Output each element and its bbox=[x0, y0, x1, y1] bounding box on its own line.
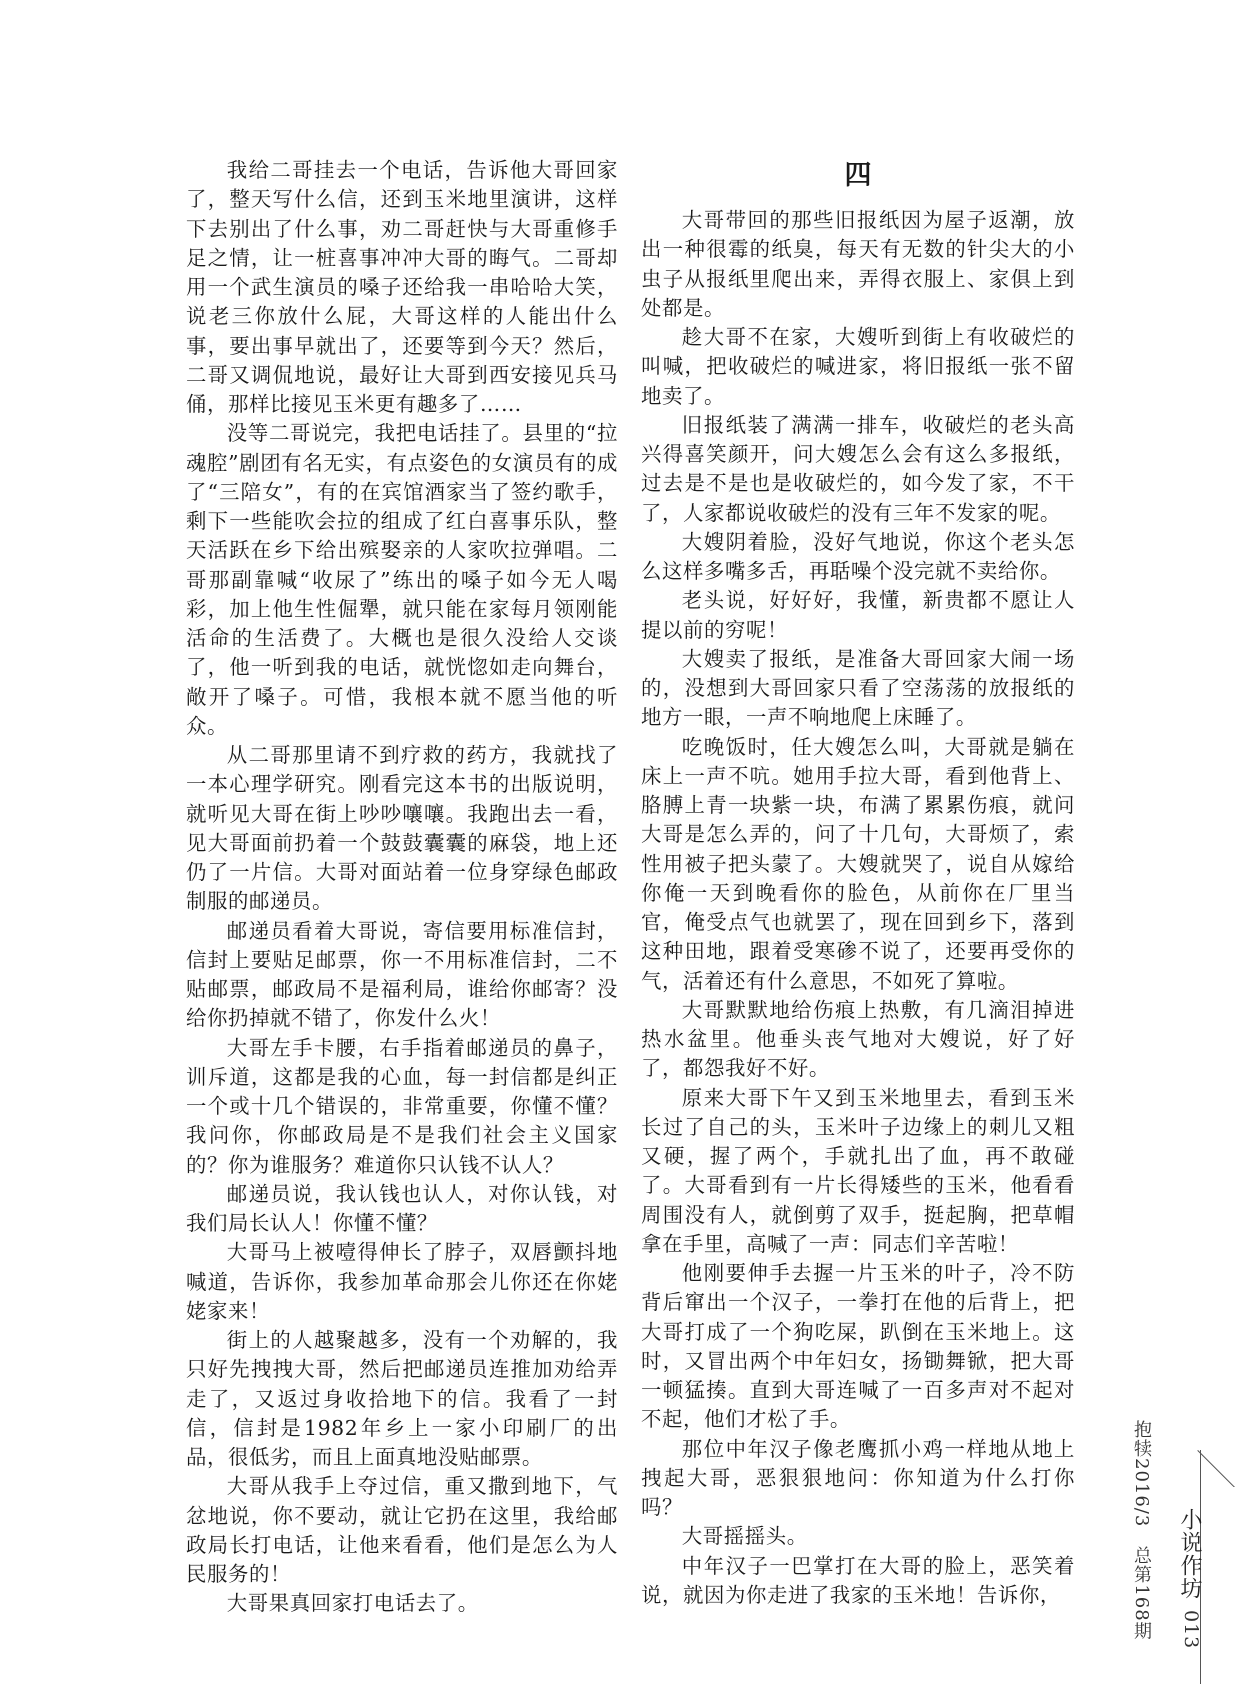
magazine-section: 小说作坊 bbox=[1177, 1508, 1202, 1600]
paragraph: 大哥摇摇头。 bbox=[681, 1524, 808, 1549]
right-column bbox=[641, 156, 1075, 1610]
side-corner-line bbox=[1196, 1442, 1241, 1487]
paragraph: 原来大哥下午又到玉米地里去，看到玉米长过了自己的头，玉米叶子边缘上的刺儿又粗又硬，握了两个，手就扎出了血，再不敢碰了。大哥看到有一片长得矮些的玉米，他看看周围没有人，就倒剪了双手，挺起胸，把草帽拿在手里，高喊了一声：同志们辛苦啦！ bbox=[641, 1085, 1075, 1256]
paragraph: 那位中年汉子像老鹰抓小鸡一样地从地上拽起大哥，恶狠狠地问：你知道为什么打你吗？ bbox=[641, 1436, 1075, 1519]
page-number: 013 bbox=[1180, 1610, 1202, 1650]
paragraph: 大哥默默地给伤痕上热敷，有几滴泪掉进热水盆里。他垂头丧气地对大嫂说，好了好了，都怨我好不好。 bbox=[641, 997, 1075, 1081]
paragraph: 大哥马上被噎得伸长了脖子，双唇颤抖地喊道，告诉你，我参加革命那会儿你还在你姥姥家来！ bbox=[186, 1240, 618, 1323]
paragraph: 中年汉子一巴掌打在大哥的脸上，恶笑着说，就因为你走进了我家的玉米地！告诉你， bbox=[641, 1553, 1075, 1607]
paragraph: 大嫂卖了报纸，是准备大哥回家大闹一场的，没想到大哥回家只看了空荡荡的放报纸的地方一眼，一声不响地爬上床睡了。 bbox=[641, 646, 1075, 730]
paragraph: 老头说，好好好，我懂，新贵都不愿让人提以前的穷呢！ bbox=[641, 588, 1075, 642]
paragraph: 邮递员看着大哥说，寄信要用标准信封，信封上要贴足邮票，你一不用标准信封，二不贴邮票，邮政局不是福利局，谁给你邮寄？没给你扔掉就不错了，你发什么火！ bbox=[186, 918, 618, 1031]
paragraph: 旧报纸装了满满一排车，收破烂的老头高兴得喜笑颜开，问大嫂怎么会有这么多报纸，过去是不是也是收破烂的，如今发了家，不干了，人家都说收破烂的没有三年不发家的呢。 bbox=[641, 412, 1075, 525]
paragraph: 大哥左手卡腰，右手指着邮递员的鼻子，训斥道，这都是我的心血，每一封信都是纠正一个或十几个错误的，非常重要，你懂不懂？我问你，你邮政局是不是我们社会主义国家的？你为谁服务？难道你只认钱不认人？ bbox=[186, 1035, 618, 1177]
paragraph: 吃晚饭时，任大嫂怎么叫，大哥就是躺在床上一声不吭。她用手拉大哥，看到他背上、胳膊上青一块紫一块，布满了累累伤痕，就问大哥是怎么弄的，问了十几句，大哥烦了，索性用被子把头蒙了。大嫂就哭了，说自从嫁给你俺一天到晚看你的脸色，从前你在厂里当官，俺受点气也就罢了，现在回到乡下，落到这种田地，跟着受寒碜不说了，还要再受你的气，活着还有什么意思，不如死了算啦。 bbox=[641, 734, 1075, 993]
paragraph: 没等二哥说完，我把电话挂了。县里的“拉魂腔”剧团有名无实，有点姿色的女演员有的成了“三陪女”，有的在宾馆酒家当了签约歌手，剩下一些能吹会拉的组成了红白喜事乐队，整天活跃在乡下给出殡娶亲的人家吹拉弹唱。二哥那副靠喊“收尿了”练出的嗓子如今无人喝彩，加上他生性倔犟，就只能在家每月领刚能活命的生活费了。大概也是很久没给人交谈了，他一听到我的电话，就恍惚如走向舞台，敞开了嗓子。可惜，我根本就不愿当他的听众。 bbox=[186, 421, 618, 738]
paragraph: 从二哥那里请不到疗救的药方，我就找了一本心理学研究。刚看完这本书的出版说明，就听见大哥在街上吵吵嚷嚷。我跑出去一看，见大哥面前扔着一个鼓鼓囊囊的麻袋，地上还仍了一片信。大哥对面站着一位身穿绿色邮政制服的邮递员。 bbox=[186, 743, 618, 914]
paragraph: 大哥果真回家打电话去了。 bbox=[226, 1591, 479, 1616]
section-heading: 四 bbox=[844, 160, 872, 191]
paragraph: 邮递员说，我认钱也认人，对你认钱，对我们局长认人！你懂不懂？ bbox=[186, 1181, 618, 1235]
paragraph: 大哥从我手上夺过信，重又撒到地下，气忿地说，你不要动，就让它扔在这里，我给邮政局长打电话，让他来看看，他们是怎么为人民服务的！ bbox=[186, 1474, 618, 1586]
paragraph: 大哥带回的那些旧报纸因为屋子返潮，放出一种很霉的纸臭，每天有无数的针尖大的小虫子从报纸里爬出来，弄得衣服上、家俱上到处都是。 bbox=[641, 208, 1075, 320]
left-column bbox=[186, 156, 618, 1619]
paragraph: 他刚要伸手去握一片玉米的叶子，冷不防背后窜出一个汉子，一拳打在他的后背上，把大哥打成了一个狗吃屎，趴倒在玉米地上。这时，又冒出两个中年妇女，扬锄舞锨，把大哥一顿猛揍。直到大哥连喊了一百多声对不起对不起，他们才松了手。 bbox=[641, 1261, 1075, 1432]
issue-info: 抱犊2016/3 总第168期 bbox=[1131, 1420, 1152, 1641]
paragraph: 趁大哥不在家，大嫂听到街上有收破烂的叫喊，把收破烂的喊进家，将旧报纸一张不留地卖了。 bbox=[641, 325, 1075, 408]
paragraph: 街上的人越聚越多，没有一个劝解的，我只好先拽拽大哥，然后把邮递员连推加劝给弄走了，又返过身收拾地下的信。我看了一封信，信封是1982年乡上一家小印刷厂的出品，很低劣，而且上面真地没贴邮票。 bbox=[186, 1328, 618, 1469]
paragraph: 我给二哥挂去一个电话，告诉他大哥回家了，整天写什么信，还到玉米地里演讲，这样下去别出了什么事，劝二哥赶快与大哥重修手足之情，让一桩喜事冲冲大哥的晦气。二哥却用一个武生演员的嗓子还给我一串哈哈大笑，说老三你放什么屁，大哥这样的人能出什么事，要出事早就出了，还要等到今天？然后，二哥又调侃地说，最好让大哥到西安接见兵马俑，那样比接见玉米更有趣多了…… bbox=[186, 158, 618, 416]
paragraph: 大嫂阴着脸，没好气地说，你这个老头怎么这样多嘴多舌，再聒噪个没完就不卖给你。 bbox=[641, 529, 1075, 583]
